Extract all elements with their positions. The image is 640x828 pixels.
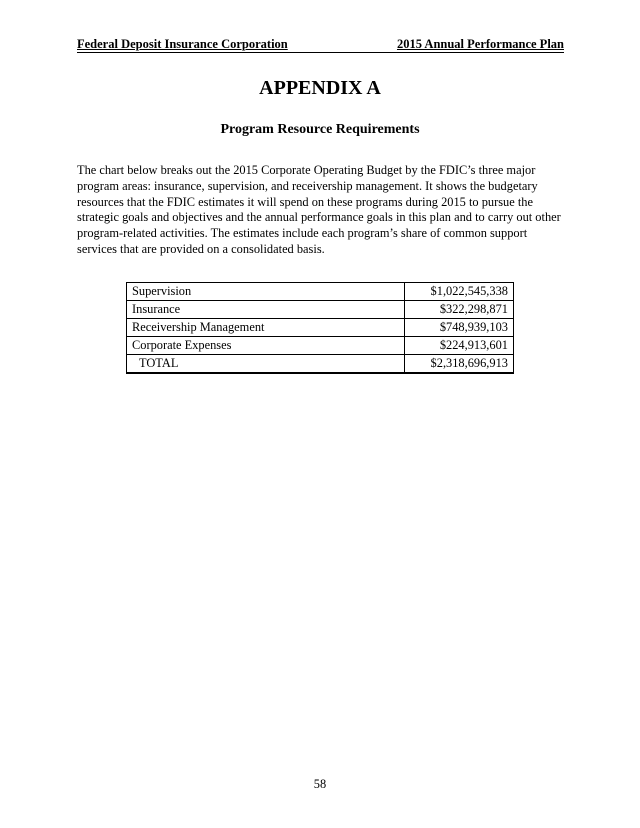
intro-paragraph <box>77 163 567 258</box>
section-title: Program Resource Requirements <box>220 122 420 137</box>
running-header <box>77 36 564 53</box>
header-document-title: 2015 Annual Performance Plan <box>396 37 564 51</box>
intro-text: The chart below breaks out the 2015 Corporate Operating Budget by the FDIC’s three major program areas: insurance, supervision, and receivership management. It shows the budgetary resources that the FDIC estimates it will spend on these programs during 2015 to pursue the strategic goals and objectives and the annual performance goals in this plan and to carry out other program-related activities. The estimates include each program’s share of common support services that are provided on a consolidated basis. <box>77 163 561 256</box>
total-label: TOTAL <box>127 355 405 374</box>
row-label: Receivership Management <box>127 319 405 337</box>
row-label: Supervision <box>127 283 405 301</box>
total-row <box>127 355 514 374</box>
table-row <box>127 283 514 301</box>
row-label: Corporate Expenses <box>127 337 405 355</box>
table-row <box>127 301 514 319</box>
total-amount: $2,318,696,913 <box>405 355 514 374</box>
page-number: 58 <box>313 777 327 791</box>
budget-table <box>126 282 514 374</box>
table-row <box>127 319 514 337</box>
row-amount: $1,022,545,338 <box>405 283 514 301</box>
table-row <box>127 337 514 355</box>
row-amount: $748,939,103 <box>405 319 514 337</box>
header-organization: Federal Deposit Insurance Corporation <box>77 37 288 51</box>
row-amount: $224,913,601 <box>405 337 514 355</box>
row-label: Insurance <box>127 301 405 319</box>
row-amount: $322,298,871 <box>405 301 514 319</box>
page-title: APPENDIX A <box>259 77 381 99</box>
